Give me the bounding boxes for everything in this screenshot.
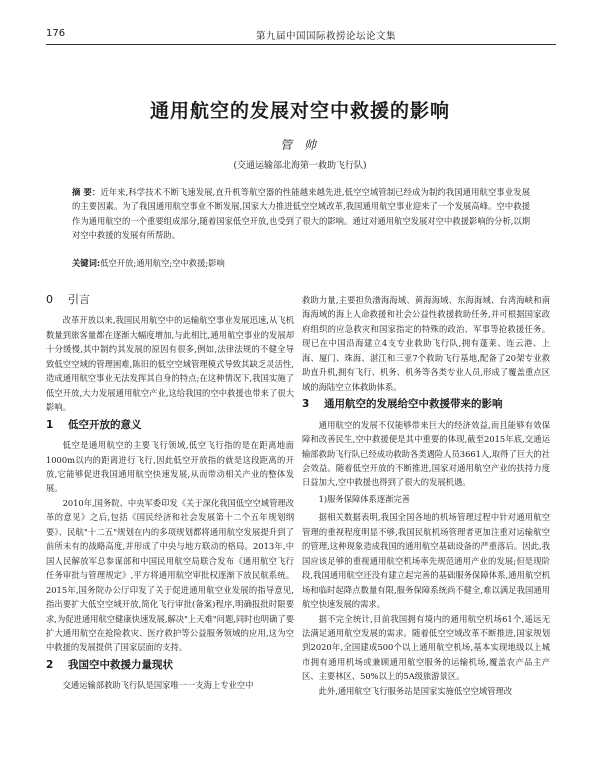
subsection-heading: 1)服务保障体系逐渐完善 bbox=[318, 493, 411, 504]
abstract-text: 近年来,科学技术不断飞速发展,直升机等航空器的性能越来越先进,低空空域管制已经成为制约我国通用航空事业发展的主要因素。为了我国通用航空事业不断发展,国家大力推进低空空域改革,我国通用航空事业迎来了一个发展高峰。空中救援作为通用航空的一个重要组成部分,随着国家低空开放,也受到了很大的影响。通过对通用航空发展对空中救援影响的分析,以期对空中救援的发展有所帮助。 bbox=[72, 187, 530, 240]
author: 管 帅 bbox=[280, 138, 320, 152]
keywords-label: 关键词: bbox=[72, 258, 101, 268]
running-header bbox=[46, 28, 556, 45]
right-column bbox=[302, 293, 550, 698]
paragraph: 低空是通用航空的主要飞行领域,低空飞行指的是在距离地面1000m以内的距离进行飞行,因此低空开放指的就是这段距离的开放,它能够促进我国通用航空快速发展,从而带动相关产业的整体发展。 bbox=[46, 440, 294, 494]
section-number: 1 bbox=[46, 418, 54, 431]
journal-title: 第九届中国国际救捞论坛论文集 bbox=[256, 31, 397, 42]
paper-title: 通用航空的发展对空中救援的影响 bbox=[149, 100, 450, 122]
keywords-text: 低空开放;通用航空;空中救援;影响 bbox=[100, 258, 225, 268]
paragraph: 此外,通用航空飞行服务站是国家实施低空空域管理改 bbox=[318, 685, 513, 696]
page-number: 176 bbox=[46, 28, 66, 39]
abstract-label: 摘 要： bbox=[72, 187, 101, 197]
paragraph: 据相关数据表明,我国全国各地的机场管理过程中针对通用航空管理的重视程度明显不够,我国民航机场管理者更加注重对运输航空的管理,这种现象造成我国的通用航空基础设备的严重落后。因此,我国应该足够的重视通用航空机场率先规范通用产业的发展;但是现阶段,我国通用航空还没有建立起完善的基础服务保障体系,通用航空机场和临时起降点数量有限,服务保障系统尚不健全,难以满足我国通用航空快速发展的需求。 bbox=[302, 512, 550, 610]
paragraph: 交通运输部救助飞行队是国家唯一一支海上专业空中 bbox=[62, 680, 254, 691]
paragraph: 据不完全统计,目前我国拥有境内的通用航空机场61个,遥远无法满足通用航空发展的需求。随着低空空域改革不断推进,国家规划到2020年,全国建成500个以上通用航空机场,基本实现地级以上城市拥有通用机场或兼顾通用航空服务的运输机场,覆盖农产品主产区、主要林区、50%以上的5A级旅游景区。 bbox=[302, 613, 550, 682]
paragraph: 通用航空的发展不仅能够带来巨大的经济效益,而且能够有效保障和改善民生,空中救援便是其中重要的体现,截至2015年底,交通运输部救助飞行队已经成功救助各类遇险人员3661人,取得了巨大的社会效益。随着低空开放的不断推进,国家对通用航空产业的扶持力度日益加大,空中救援也得到了很大的发展机遇。 bbox=[302, 419, 550, 488]
abstract bbox=[72, 185, 530, 242]
section-number: 3 bbox=[302, 398, 310, 411]
section-heading bbox=[46, 418, 294, 432]
keywords bbox=[72, 257, 530, 269]
paragraph: 改革开放以来,我国民用航空中的运输航空事业发展迅速,从飞机数量到旅客量都在逐渐大幅度增加,与此相比,通用航空事业的发展却十分缓慢,其中制约其发展的原因有很多,例如,法律法规的不健全导致低空空域的管理困难,陈旧的低空空域管理模式导致其缺乏灵活性,造成通用航空事业无法发挥其自身的特点;在这种情况下,我国实施了低空开放,大力发展通用航空产业,这给我国的空中救援也带来了很大影响。 bbox=[46, 315, 294, 413]
section-heading bbox=[46, 293, 294, 307]
paragraph: 救助力量,主要担负渤海海域、黄海海域、东海海域、台湾海峡和南海海域的海上人命救援和社会公益性救援救助任务,并可根据国家政府组织的应急救灾和国家指定的特殊的政治、军事等抢救援任务。现已在中国沿海建立4支专业救助飞行队,拥有蓬莱、连云港、上海、厦门、珠海、湛江和三亚7个救助飞行基地,配备了20架专业救助直升机,拥有飞行、机务、机务等各类专业人员,形成了覆盖重点区域的海陆空立体救助体系。 bbox=[302, 295, 550, 392]
section-heading bbox=[46, 658, 294, 672]
section-number: 0 bbox=[46, 293, 53, 306]
section-title: 我国空中救援力量现状 bbox=[68, 658, 173, 671]
section-heading bbox=[302, 397, 550, 411]
paragraph: 2010年,国务院、中央军委印发《关于深化我国低空空域管理改革的意见》之后,包括《国民经济和社会发展第十二个五年规划纲要》、民航"十二五"规划在内的多项规划都将通用航空发展提升到了前所未有的战略高度,并形成了中央与地方联动的格局。2013年,中国人民解放军总参谋部和中国民用航空局联合发布《通用航空飞行任务审批与管理规定》,平方将通用航空审批权逐渐下放民航系统。2015年,国务院办公厅印发了关于促进通用航空业发展的指导意见,指出要扩大低空空域开放,简化飞行审批(备案)程序,明确报批时限要求,为促进通用航空健康快速发展,解决"上天难"问题,同时也明确了要扩大通用航空在抢险救灾、医疗救护等公益服务领域的应用,这为空中救援的发展提供了国家层面的支持。 bbox=[46, 497, 294, 653]
section-number: 2 bbox=[46, 658, 54, 671]
left-column bbox=[46, 293, 294, 693]
section-title: 通用航空的发展给空中救援带来的影响 bbox=[324, 398, 503, 411]
section-title: 低空开放的意义 bbox=[68, 418, 142, 431]
affiliation: (交通运输部北海第一救助飞行队) bbox=[233, 161, 367, 171]
section-title: 引言 bbox=[68, 293, 90, 306]
